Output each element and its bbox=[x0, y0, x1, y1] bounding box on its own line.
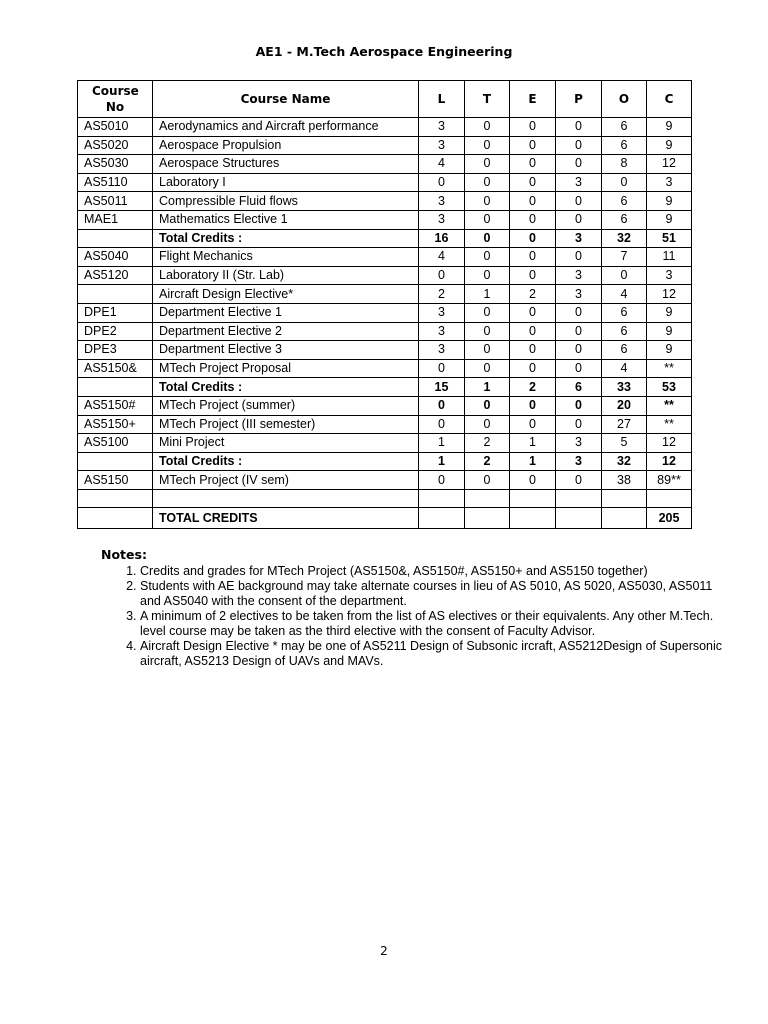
credit-cell-e: 0 bbox=[510, 303, 556, 322]
credit-cell-c bbox=[647, 489, 692, 508]
credit-cell-o: 32 bbox=[602, 452, 647, 471]
course-no-cell: DPE2 bbox=[78, 322, 153, 341]
credit-cell-l: 16 bbox=[419, 229, 465, 248]
credit-cell-t: 0 bbox=[465, 359, 510, 378]
credit-cell-l: 0 bbox=[419, 471, 465, 490]
credit-cell-p: 0 bbox=[556, 322, 602, 341]
credit-cell-e: 0 bbox=[510, 210, 556, 229]
course-name-cell: Aerodynamics and Aircraft performance bbox=[153, 118, 419, 137]
credit-cell-p: 0 bbox=[556, 136, 602, 155]
course-name-cell: MTech Project (summer) bbox=[153, 396, 419, 415]
course-name-cell: Aircraft Design Elective* bbox=[153, 285, 419, 304]
credit-cell-p: 0 bbox=[556, 248, 602, 267]
credit-cell-t: 0 bbox=[465, 136, 510, 155]
credit-cell-t: 0 bbox=[465, 341, 510, 360]
credit-cell-o: 0 bbox=[602, 266, 647, 285]
header-e: E bbox=[510, 81, 556, 118]
course-name-cell: MTech Project (IV sem) bbox=[153, 471, 419, 490]
course-no-cell: MAE1 bbox=[78, 210, 153, 229]
credit-cell-t: 2 bbox=[465, 434, 510, 453]
total-credits-row bbox=[78, 452, 692, 471]
table-row bbox=[78, 303, 692, 322]
credit-cell-o: 0 bbox=[602, 173, 647, 192]
header-l: L bbox=[419, 81, 465, 118]
course-no-cell: AS5150# bbox=[78, 396, 153, 415]
credit-cell-c: ** bbox=[647, 396, 692, 415]
course-rows bbox=[78, 118, 692, 508]
credit-cell-c: 12 bbox=[647, 452, 692, 471]
credit-cell-t: 1 bbox=[465, 378, 510, 397]
header-t: T bbox=[465, 81, 510, 118]
credit-cell-l: 3 bbox=[419, 341, 465, 360]
credit-cell-t: 0 bbox=[465, 396, 510, 415]
grand-total-cell bbox=[556, 508, 602, 529]
credit-cell-t: 0 bbox=[465, 322, 510, 341]
credit-cell-l: 3 bbox=[419, 118, 465, 137]
grand-total-row bbox=[78, 508, 692, 529]
credit-cell-l bbox=[419, 489, 465, 508]
credit-cell-c: 9 bbox=[647, 341, 692, 360]
course-no-cell: DPE3 bbox=[78, 341, 153, 360]
table-row bbox=[78, 136, 692, 155]
credit-cell-p: 0 bbox=[556, 192, 602, 211]
credit-cell-p: 0 bbox=[556, 396, 602, 415]
course-no-cell bbox=[78, 452, 153, 471]
note-item: 2. Students with AE background may take alternate courses in lieu of AS 5010, AS 5020, AS5030, AS5011 and AS5040 with the consent of the department. bbox=[140, 579, 730, 609]
credit-cell-o: 6 bbox=[602, 303, 647, 322]
credit-cell-o: 38 bbox=[602, 471, 647, 490]
credit-cell-l: 4 bbox=[419, 155, 465, 174]
credit-cell-c: 9 bbox=[647, 136, 692, 155]
credit-cell-p: 6 bbox=[556, 378, 602, 397]
credit-cell-p: 0 bbox=[556, 210, 602, 229]
course-name-cell: Department Elective 1 bbox=[153, 303, 419, 322]
credit-cell-l: 0 bbox=[419, 266, 465, 285]
course-name-cell: Mathematics Elective 1 bbox=[153, 210, 419, 229]
course-name-cell: Aerospace Structures bbox=[153, 155, 419, 174]
course-no-cell bbox=[78, 285, 153, 304]
credit-cell-p: 3 bbox=[556, 173, 602, 192]
credit-cell-t: 0 bbox=[465, 303, 510, 322]
course-name-cell bbox=[153, 489, 419, 508]
credit-cell-c: 89** bbox=[647, 471, 692, 490]
credit-cell-e: 1 bbox=[510, 452, 556, 471]
header-course-name: Course Name bbox=[153, 81, 419, 118]
credit-cell-p: 0 bbox=[556, 155, 602, 174]
credit-cell-c: 12 bbox=[647, 155, 692, 174]
credit-cell-t: 0 bbox=[465, 229, 510, 248]
notes-heading: Notes: bbox=[101, 547, 147, 562]
credit-cell-c: 12 bbox=[647, 285, 692, 304]
credit-cell-c: 3 bbox=[647, 266, 692, 285]
credit-cell-p: 0 bbox=[556, 415, 602, 434]
total-credits-row bbox=[78, 229, 692, 248]
credit-cell-c: 12 bbox=[647, 434, 692, 453]
course-no-cell: DPE1 bbox=[78, 303, 153, 322]
credit-cell-c: 3 bbox=[647, 173, 692, 192]
credit-cell-c: 11 bbox=[647, 248, 692, 267]
credit-cell-l: 3 bbox=[419, 322, 465, 341]
credit-cell-t: 0 bbox=[465, 415, 510, 434]
credit-cell-p: 0 bbox=[556, 303, 602, 322]
course-no-cell: AS5040 bbox=[78, 248, 153, 267]
credit-cell-c: 9 bbox=[647, 322, 692, 341]
credit-cell-o: 32 bbox=[602, 229, 647, 248]
credit-cell-e: 0 bbox=[510, 266, 556, 285]
course-name-cell: MTech Project Proposal bbox=[153, 359, 419, 378]
grand-total-no bbox=[78, 508, 153, 529]
credit-cell-t: 0 bbox=[465, 266, 510, 285]
credit-cell-o: 4 bbox=[602, 285, 647, 304]
page-title: AE1 - M.Tech Aerospace Engineering bbox=[255, 44, 513, 59]
course-name-cell: MTech Project (III semester) bbox=[153, 415, 419, 434]
header-c: C bbox=[647, 81, 692, 118]
credit-cell-l: 15 bbox=[419, 378, 465, 397]
credit-cell-p: 3 bbox=[556, 434, 602, 453]
course-no-cell: AS5120 bbox=[78, 266, 153, 285]
table-row bbox=[78, 192, 692, 211]
credit-cell-e: 2 bbox=[510, 285, 556, 304]
table-row bbox=[78, 415, 692, 434]
page-number: 2 bbox=[380, 944, 388, 958]
credit-cell-p: 0 bbox=[556, 359, 602, 378]
credit-cell-o: 27 bbox=[602, 415, 647, 434]
credit-cell-o bbox=[602, 489, 647, 508]
header-o: O bbox=[602, 81, 647, 118]
table-row bbox=[78, 173, 692, 192]
credit-cell-p: 3 bbox=[556, 266, 602, 285]
course-name-cell: Aerospace Propulsion bbox=[153, 136, 419, 155]
credit-cell-t: 2 bbox=[465, 452, 510, 471]
credit-cell-p: 0 bbox=[556, 118, 602, 137]
credit-cell-c: 9 bbox=[647, 303, 692, 322]
course-no-cell: AS5011 bbox=[78, 192, 153, 211]
course-table bbox=[77, 80, 692, 529]
course-no-cell: AS5150 bbox=[78, 471, 153, 490]
credit-cell-o: 6 bbox=[602, 322, 647, 341]
credit-cell-c: ** bbox=[647, 359, 692, 378]
header-course-no: Course No bbox=[78, 81, 153, 118]
grand-total-label: TOTAL CREDITS bbox=[153, 508, 419, 529]
credit-cell-o: 6 bbox=[602, 341, 647, 360]
course-name-cell: Compressible Fluid flows bbox=[153, 192, 419, 211]
credit-cell-t bbox=[465, 489, 510, 508]
credit-cell-e: 0 bbox=[510, 396, 556, 415]
total-credits-row bbox=[78, 378, 692, 397]
course-name-cell: Total Credits : bbox=[153, 452, 419, 471]
course-no-cell: AS5010 bbox=[78, 118, 153, 137]
credit-cell-t: 0 bbox=[465, 471, 510, 490]
credit-cell-l: 0 bbox=[419, 359, 465, 378]
credit-cell-l: 4 bbox=[419, 248, 465, 267]
course-name-cell: Department Elective 3 bbox=[153, 341, 419, 360]
credit-cell-o: 20 bbox=[602, 396, 647, 415]
credit-cell-o: 6 bbox=[602, 118, 647, 137]
grand-total-cell bbox=[419, 508, 465, 529]
credit-cell-e: 0 bbox=[510, 173, 556, 192]
grand-total-cell bbox=[510, 508, 556, 529]
credit-cell-e: 0 bbox=[510, 415, 556, 434]
credit-cell-e: 1 bbox=[510, 434, 556, 453]
course-no-cell bbox=[78, 229, 153, 248]
credit-cell-e: 0 bbox=[510, 359, 556, 378]
credit-cell-l: 3 bbox=[419, 303, 465, 322]
grand-total-value: 205 bbox=[647, 508, 692, 529]
credit-cell-c: 9 bbox=[647, 118, 692, 137]
credit-cell-p: 0 bbox=[556, 341, 602, 360]
credit-cell-t: 0 bbox=[465, 210, 510, 229]
table-row bbox=[78, 341, 692, 360]
credit-cell-o: 33 bbox=[602, 378, 647, 397]
table-row bbox=[78, 248, 692, 267]
credit-cell-o: 7 bbox=[602, 248, 647, 267]
table-row bbox=[78, 434, 692, 453]
credit-cell-t: 0 bbox=[465, 248, 510, 267]
course-name-cell: Total Credits : bbox=[153, 378, 419, 397]
table-row bbox=[78, 396, 692, 415]
header-p: P bbox=[556, 81, 602, 118]
course-name-cell: Department Elective 2 bbox=[153, 322, 419, 341]
grand-total-cell bbox=[602, 508, 647, 529]
credit-cell-e: 0 bbox=[510, 192, 556, 211]
course-no-cell: AS5150+ bbox=[78, 415, 153, 434]
credit-cell-p: 3 bbox=[556, 285, 602, 304]
credit-cell-e: 2 bbox=[510, 378, 556, 397]
credit-cell-t: 0 bbox=[465, 118, 510, 137]
credit-cell-e: 0 bbox=[510, 471, 556, 490]
credit-cell-o: 6 bbox=[602, 192, 647, 211]
credit-cell-c: 9 bbox=[647, 210, 692, 229]
course-name-cell: Laboratory II (Str. Lab) bbox=[153, 266, 419, 285]
course-name-cell: Laboratory I bbox=[153, 173, 419, 192]
credit-cell-t: 0 bbox=[465, 192, 510, 211]
credit-cell-o: 6 bbox=[602, 136, 647, 155]
credit-cell-o: 4 bbox=[602, 359, 647, 378]
table-row bbox=[78, 489, 692, 508]
table-header-row bbox=[78, 81, 692, 118]
course-no-cell: AS5110 bbox=[78, 173, 153, 192]
course-name-cell: Mini Project bbox=[153, 434, 419, 453]
table-row bbox=[78, 118, 692, 137]
course-name-cell: Flight Mechanics bbox=[153, 248, 419, 267]
table-row bbox=[78, 322, 692, 341]
credit-cell-t: 0 bbox=[465, 155, 510, 174]
credit-cell-t: 0 bbox=[465, 173, 510, 192]
note-item: 3. A minimum of 2 electives to be taken from the list of AS electives or their equivalents. Any other M.Tech. level course may be taken as the third elective with the consent of Faculty Advisor. bbox=[140, 609, 730, 639]
credit-cell-l: 3 bbox=[419, 210, 465, 229]
credit-cell-p: 3 bbox=[556, 229, 602, 248]
table-row bbox=[78, 210, 692, 229]
credit-cell-l: 3 bbox=[419, 192, 465, 211]
course-name-cell: Total Credits : bbox=[153, 229, 419, 248]
credit-cell-l: 1 bbox=[419, 434, 465, 453]
credit-cell-e bbox=[510, 489, 556, 508]
credit-cell-o: 6 bbox=[602, 210, 647, 229]
credit-cell-o: 8 bbox=[602, 155, 647, 174]
credit-cell-l: 0 bbox=[419, 396, 465, 415]
credit-cell-l: 0 bbox=[419, 415, 465, 434]
credit-cell-c: 51 bbox=[647, 229, 692, 248]
course-no-cell bbox=[78, 378, 153, 397]
credit-cell-l: 0 bbox=[419, 173, 465, 192]
credit-cell-c: 53 bbox=[647, 378, 692, 397]
credit-cell-e: 0 bbox=[510, 229, 556, 248]
credit-cell-e: 0 bbox=[510, 136, 556, 155]
table-row bbox=[78, 266, 692, 285]
course-no-cell: AS5100 bbox=[78, 434, 153, 453]
credit-cell-p: 0 bbox=[556, 471, 602, 490]
credit-cell-l: 3 bbox=[419, 136, 465, 155]
course-no-cell bbox=[78, 489, 153, 508]
credit-cell-e: 0 bbox=[510, 118, 556, 137]
course-no-cell: AS5150& bbox=[78, 359, 153, 378]
credit-cell-l: 2 bbox=[419, 285, 465, 304]
note-item: 1. Credits and grades for MTech Project (AS5150&, AS5150#, AS5150+ and AS5150 together) bbox=[140, 564, 730, 579]
table-row bbox=[78, 155, 692, 174]
table-row bbox=[78, 471, 692, 490]
course-no-cell: AS5030 bbox=[78, 155, 153, 174]
table-row bbox=[78, 285, 692, 304]
credit-cell-c: 9 bbox=[647, 192, 692, 211]
notes-list bbox=[100, 564, 730, 669]
table-row bbox=[78, 359, 692, 378]
note-item: 4. Aircraft Design Elective * may be one of AS5211 Design of Subsonic ircraft, AS5212Design of Supersonic aircraft, AS5213 Design of UAVs and MAVs. bbox=[140, 639, 730, 669]
credit-cell-l: 1 bbox=[419, 452, 465, 471]
credit-cell-e: 0 bbox=[510, 248, 556, 267]
course-no-cell: AS5020 bbox=[78, 136, 153, 155]
credit-cell-e: 0 bbox=[510, 341, 556, 360]
credit-cell-p: 3 bbox=[556, 452, 602, 471]
credit-cell-p bbox=[556, 489, 602, 508]
credit-cell-c: ** bbox=[647, 415, 692, 434]
credit-cell-t: 1 bbox=[465, 285, 510, 304]
credit-cell-e: 0 bbox=[510, 155, 556, 174]
grand-total-cell bbox=[465, 508, 510, 529]
credit-cell-o: 5 bbox=[602, 434, 647, 453]
credit-cell-e: 0 bbox=[510, 322, 556, 341]
